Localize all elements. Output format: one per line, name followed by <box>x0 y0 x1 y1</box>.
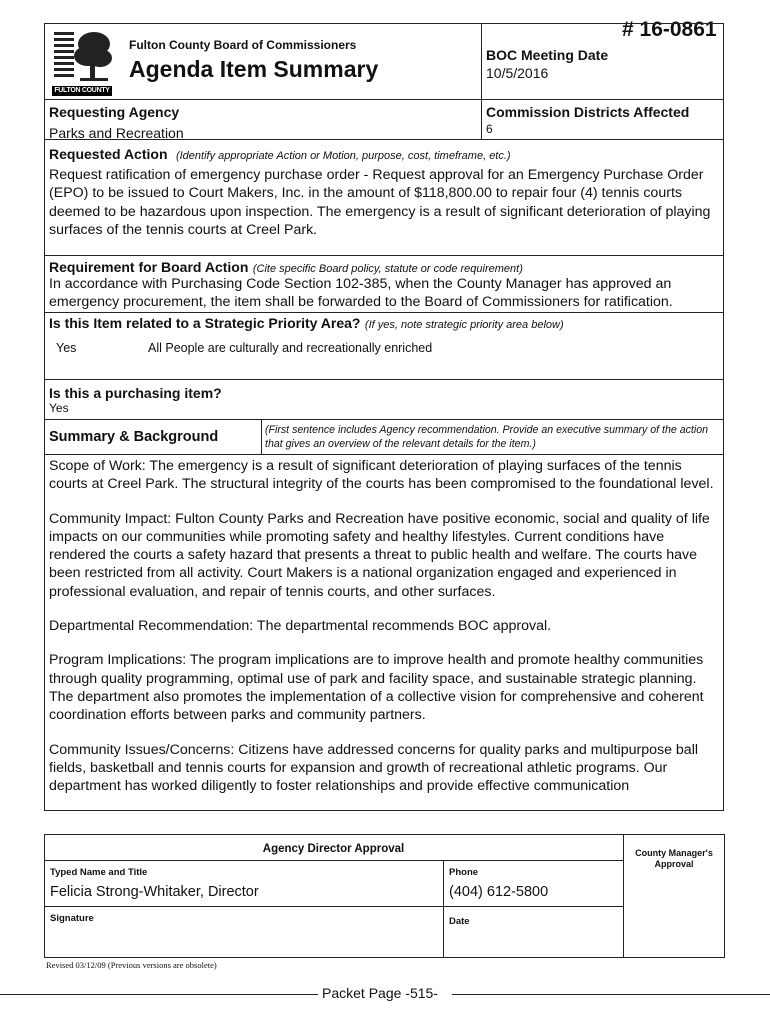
strategic-answer: Yes <box>56 341 77 355</box>
requirement-header <box>49 258 719 277</box>
phone-label: Phone <box>449 867 479 878</box>
summary-paragraph-program: Program Implications: The program implications are to improve health and promote healthy communities through quality programming, optimal use of park and facility space, and sustainable strategic planning. The department also promotes the implementation of a collective vision for comprehensive and coherent coordination efforts between parks and community partners. <box>49 652 704 724</box>
districts-label: Commission Districts Affected <box>486 104 690 120</box>
logo-text: FULTON COUNTY <box>54 87 110 94</box>
strategic-header <box>49 314 719 333</box>
org-name: Fulton County Board of Commissioners <box>129 38 357 52</box>
purchasing-answer: Yes <box>49 401 69 415</box>
signature-label: Signature <box>50 913 94 924</box>
approval-title: Agency Director Approval <box>262 843 405 855</box>
requesting-agency-label: Requesting Agency <box>49 104 180 120</box>
summary-label: Summary & Background <box>49 429 219 445</box>
districts-value: 6 <box>486 122 493 136</box>
requesting-agency-value: Parks and Recreation <box>49 125 184 141</box>
strategic-area: All People are culturally and recreationally enriched <box>148 341 433 355</box>
footer-rule-right <box>452 994 770 995</box>
strategic-label: Is this Item related to a Strategic Priority Area? <box>49 315 361 331</box>
summary-paragraph-scope: Scope of Work: The emergency is a result of significant deterioration of playing surfaces of the tennis courts at Creel Park. The structural integrity of the courts has been compromised to the foundational level. <box>49 458 714 493</box>
manager-approval-label: County Manager's Approval <box>635 848 713 869</box>
requirement-text: In accordance with Purchasing Code Section 102-385, when the County Manager has approved an emergency procurement, the item shall be forwarded to the Board of Commissioners for ratification. <box>49 276 673 310</box>
requirement-hint: (Cite specific Board policy, statute or code requirement) <box>252 263 523 275</box>
phone-value: (404) 612-5800 <box>449 884 549 900</box>
summary-paragraph-impact: Community Impact: Fulton County Parks and Recreation have positive economic, social and quality of life impacts on our communities while promoting safety and healthy lifestyles. Current conditions have rendered the courts a safety hazard that presents a threat to public health and welfare. The courts have been restricted from all activity. Court Makers is a national organization engaged and experienced in professional evaluation, and repair of tennis courts, and other surfaces. <box>49 510 710 600</box>
footer-rule-left <box>0 994 318 995</box>
name-label: Typed Name and Title <box>50 867 148 878</box>
summary-body <box>49 457 721 809</box>
requested-action-label: Requested Action <box>49 146 168 162</box>
requirement-label: Requirement for Board Action <box>49 259 249 275</box>
summary-paragraph-community: Community Issues/Concerns: Citizens have addressed concerns for quality parks and multipurpose ball fields, basketball and tennis courts for expansion and growth of recreational athletic programs. Our department has worked diligently to foster relationships and provide effective communication <box>49 741 698 795</box>
requested-action-hint: (Identify appropriate Action or Motion, purpose, cost, timeframe, etc.) <box>175 150 511 162</box>
meeting-date-label: BOC Meeting Date <box>486 47 609 63</box>
date-label: Date <box>449 916 470 927</box>
requested-action-header <box>49 145 719 164</box>
name-value: Felicia Strong-Whitaker, Director <box>50 884 259 900</box>
revised-note: Revised 03/12/09 (Previous versions are obsolete) <box>46 960 217 970</box>
purchasing-label: Is this a purchasing item? <box>49 385 222 401</box>
strategic-hint: (If yes, note strategic priority area below) <box>364 319 564 331</box>
summary-hint: (First sentence includes Agency recommendation. Provide an executive summary of the action that gives an overview of the relevant details for the item.) <box>265 424 708 450</box>
packet-page: Packet Page -515- <box>322 985 438 1001</box>
summary-paragraph-recommendation: Departmental Recommendation: The departmental recommends BOC approval. <box>49 618 552 635</box>
requested-action-text: Request ratification of emergency purchase order - Request approval for an Emergency Purchase Order (EPO) to be issued to Court Makers, Inc. in the amount of $118,800.00 to repair four (4) tennis courts deemed to be hazardous upon inspection. The emergency is a result of significant deterioration of playing surfaces of the tennis courts at Creel Park. <box>49 167 711 238</box>
page-title: Agenda Item Summary <box>129 56 379 82</box>
item-number: # 16-0861 <box>622 18 717 41</box>
meeting-date-value: 10/5/2016 <box>486 65 549 81</box>
header-divider <box>481 23 482 139</box>
county-logo <box>50 28 114 96</box>
